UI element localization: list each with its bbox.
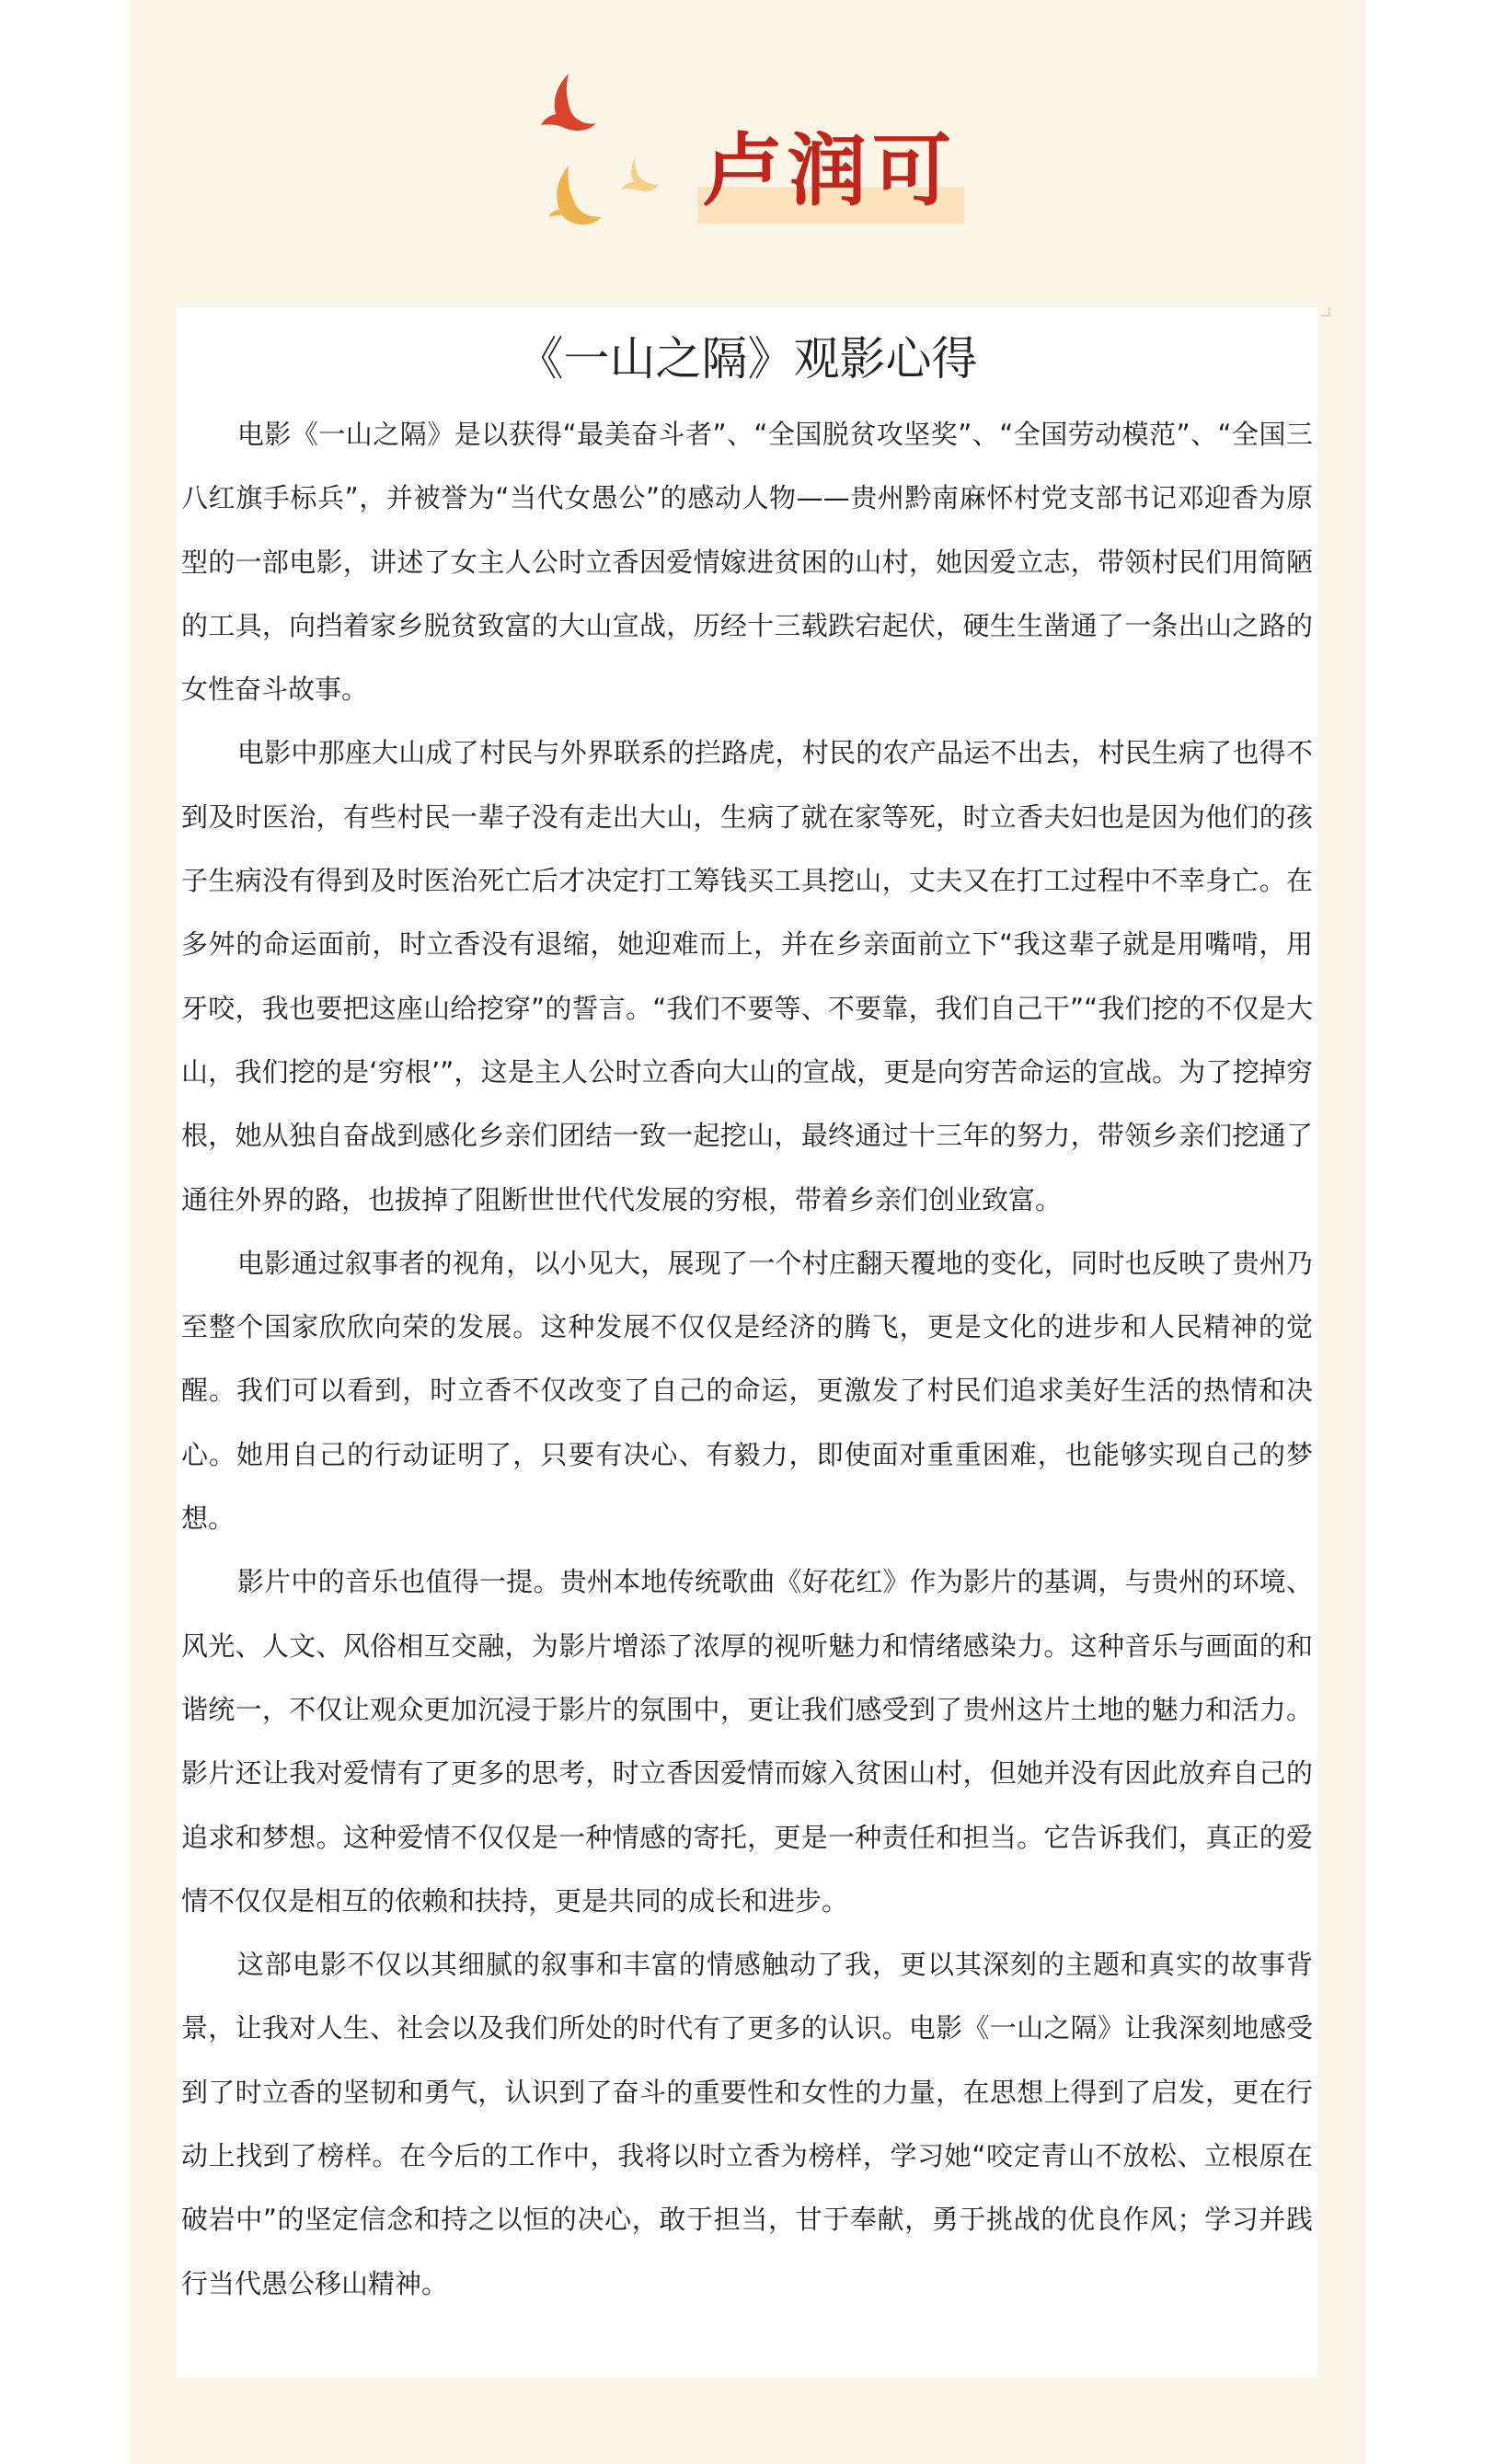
paragraph: 影片中的音乐也值得一提。贵州本地传统歌曲《好花红》作为影片的基调，与贵州的环境、风光、人文、风俗相互交融，为影片增添了浓厚的视听魅力和情绪感染力。这种音乐与画面的和谐统一，不仅让观众更加沉浸于影片的氛围中，更让我们感受到了贵州这片土地的魅力和活力。影片还让我对爱情有了更多的思考，时立香因爱情而嫁入贫困山村，但她并没有因此放弃自己的追求和梦想。这种爱情不仅仅是一种情感的寄托，更是一种责任和担当。它告诉我们，真正的爱情不仅仅是相互的依赖和扶持，更是共同的成长和进步。 <box>181 1566 1313 1917</box>
document-title: 《一山之隔》观影心得 <box>517 332 978 386</box>
corner-mark-icon <box>1321 307 1330 317</box>
paragraph: 这部电影不仅以其细腻的叙事和丰富的情感触动了我，更以其深刻的主题和真实的故事背景，让我对人生、社会以及我们所处的时代有了更多的认识。电影《一山之隔》让我深刻地感受到了时立香的坚韧和勇气，认识到了奋斗的重要性和女性的力量，在思想上得到了启发，更在行动上找到了榜样。在今后的工作中，我将以时立香为榜样，学习她“咬定青山不放松、立根原在破岩中”的坚定信念和持之以恒的决心，敢于担当，甘于奉献，勇于挑战的优良作风；学习并践行当代愚公移山精神。 <box>181 1949 1313 2299</box>
bird-icon-orange <box>548 164 604 226</box>
bird-icon-red <box>541 72 598 136</box>
paragraph: 电影中那座大山成了村民与外界联系的拦路虎，村民的农产品运不出去，村民生病了也得不到及时医治，有些村民一辈子没有走出大山，生病了就在家等死，时立香夫妇也是因为他们的孩子生病没有得到及时医治死亡后才决定打工筹钱买工具挖山，丈夫又在打工过程中不幸身亡。在多舛的命运面前，时立香没有退缩，她迎难而上，并在乡亲面前立下“我这辈子就是用嘴啃，用牙咬，我也要把这座山给挖穿”的誓言。“我们不要等、不要靠，我们自己干”“我们挖的不仅是大山，我们挖的是‘穷根’”，这是主人公时立香向大山的宣战，更是向穷苦命运的宣战。为了挖掉穷根，她从独自奋战到感化乡亲们团结一致一起挖山，最终通过十三年的努力，带领乡亲们挖通了通往外界的路，也拔掉了阻断世世代代发展的穷根，带着乡亲们创业致富。 <box>181 737 1313 1215</box>
bird-icon-light <box>619 155 660 195</box>
page-title-name: 卢润可 <box>703 125 957 217</box>
paragraph: 电影通过叙事者的视角，以小见大，展现了一个村庄翻天覆地的变化，同时也反映了贵州乃至整个国家欣欣向荣的发展。这种发展不仅仅是经济的腾飞，更是文化的进步和人民精神的觉醒。我们可以看到，时立香不仅改变了自己的命运，更激发了村民们追求美好生活的热情和决心。她用自己的行动证明了，只要有决心、有毅力，即使面对重重困难，也能够实现自己的梦想。 <box>181 1247 1313 1535</box>
paragraph: 电影《一山之隔》是以获得“最美奋斗者”、“全国脱贫攻坚奖”、“全国劳动模范”、“全国三八红旗手标兵”，并被誉为“当代女愚公”的感动人物——贵州黔南麻怀村党支部书记邓迎香为原型的一部电影，讲述了女主人公时立香因爱情嫁进贫困的山村，她因爱立志，带领村民们用简陋的工具，向挡着家乡脱贫致富的大山宣战，历经十三载跌宕起伏，硬生生凿通了一条出山之路的女性奋斗故事。 <box>181 419 1313 706</box>
document-body <box>181 403 1313 2316</box>
